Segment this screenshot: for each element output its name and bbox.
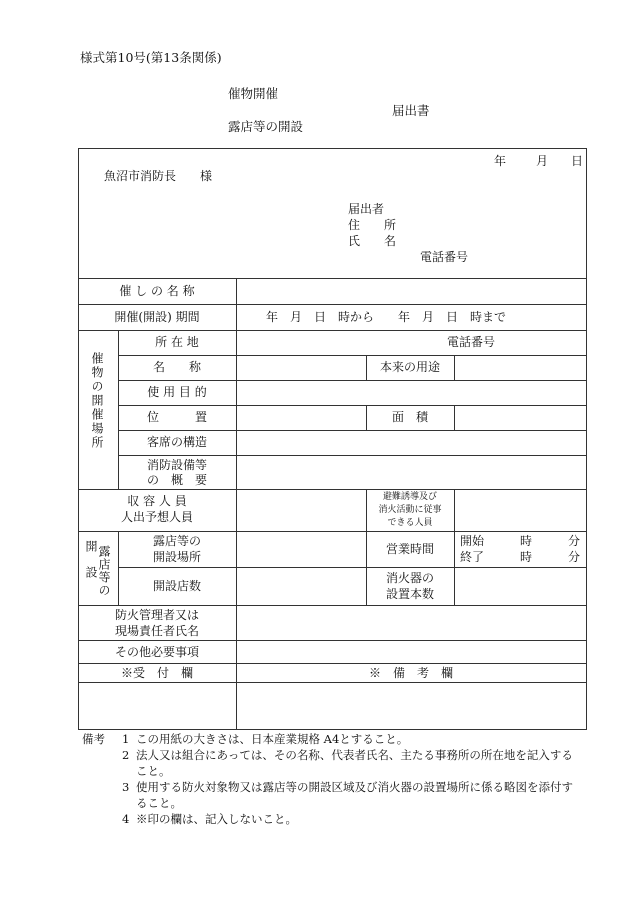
label-manager-1: 防火管理者又は: [114, 608, 199, 622]
label-end-hour: 時: [520, 550, 533, 564]
note-number: 3: [122, 780, 130, 794]
applicant-label: 届出者: [348, 202, 385, 216]
addressee: 魚沼市消防長 様: [104, 169, 213, 183]
label-stall-location-2: 開設場所: [152, 550, 201, 564]
label-other: その他必要事項: [114, 645, 199, 659]
label-fire-equipment-1: 消防設備等: [146, 458, 207, 472]
label-purpose: 使 用 目 的: [147, 385, 207, 399]
label-evac-2: 消火活動に従事: [378, 505, 442, 515]
note-number: 4: [122, 812, 130, 826]
note-item: [82, 731, 582, 747]
title-line2: 露店等の開設: [228, 119, 304, 134]
label-capacity-2: 人出予想人員: [120, 510, 193, 524]
label-end: 終了: [460, 550, 485, 564]
label-remarks: ※ 備 考 欄: [368, 666, 453, 680]
label-manager-2: 現場責任者氏名: [114, 624, 199, 638]
note-item: [82, 779, 582, 811]
note-number: 1: [122, 732, 130, 746]
title-line1: 催物開催: [228, 86, 279, 101]
label-business-hours: 営業時間: [385, 542, 434, 556]
form-id: 様式第10号(第13条関係): [80, 50, 222, 65]
note-text: この用紙の大きさは、日本産業規格 A4とすること。: [136, 732, 409, 746]
title-suffix: 届出書: [392, 103, 430, 118]
notes-section: [82, 731, 582, 827]
date-day: 日: [571, 154, 584, 168]
date-year: 年: [494, 154, 507, 168]
label-seat-structure: 客席の構造: [146, 435, 207, 449]
note-number: 2: [122, 748, 130, 762]
label-position: 位 置: [146, 410, 207, 424]
note-text: ※印の欄は、記入しないこと。: [136, 812, 297, 826]
label-stall-group-1: 露店等の: [97, 545, 111, 597]
date-month: 月: [536, 154, 549, 168]
label-stall-count: 開設店数: [152, 579, 201, 593]
label-name: 名 称: [152, 360, 201, 374]
label-capacity-1: 収 容 人 員: [127, 494, 187, 508]
label-original-use: 本来の用途: [379, 360, 440, 374]
label-start-hour: 時: [520, 534, 533, 548]
label-venue-group: 催物の開催場所: [90, 352, 104, 450]
label-area: 面 積: [391, 410, 428, 424]
label-evac-3: できる人員: [387, 518, 433, 528]
label-extinguisher-1: 消火器の: [385, 571, 434, 585]
label-stall-group-2: 開 設: [84, 540, 98, 579]
label-location: 所 在 地: [155, 335, 199, 349]
label-reception: ※受 付 欄: [120, 666, 193, 680]
notes-prefix: 備考: [82, 732, 105, 746]
label-period: 開催(開設) 期間: [114, 310, 200, 324]
label-location-phone: 電話番号: [447, 335, 496, 349]
period-value: 年 月 日 時から 年 月 日 時まで: [266, 310, 507, 324]
note-text: 使用する防火対象物又は露店等の開設区域及び消火器の設置場所に係る略図を添付すること。: [136, 780, 573, 810]
label-evac-1: 避難誘導及び: [382, 492, 437, 502]
name-label: 氏 名: [348, 234, 397, 248]
label-event-name: 催 し の 名 称: [119, 284, 195, 298]
label-fire-equipment-2: の 概 要: [146, 473, 207, 487]
label-start: 開始: [460, 534, 485, 548]
address-label: 住 所: [348, 218, 397, 232]
label-start-minute: 分: [568, 534, 581, 548]
note-item: [82, 747, 582, 779]
note-item: [82, 811, 582, 827]
phone-label: 電話番号: [420, 250, 469, 264]
note-text: 法人又は組合にあっては、その名称、代表者氏名、主たる事務所の所在地を記入すること。: [136, 748, 573, 778]
label-extinguisher-2: 設置本数: [385, 587, 434, 601]
label-stall-location-1: 露店等の: [152, 534, 201, 548]
label-end-minute: 分: [568, 550, 581, 564]
